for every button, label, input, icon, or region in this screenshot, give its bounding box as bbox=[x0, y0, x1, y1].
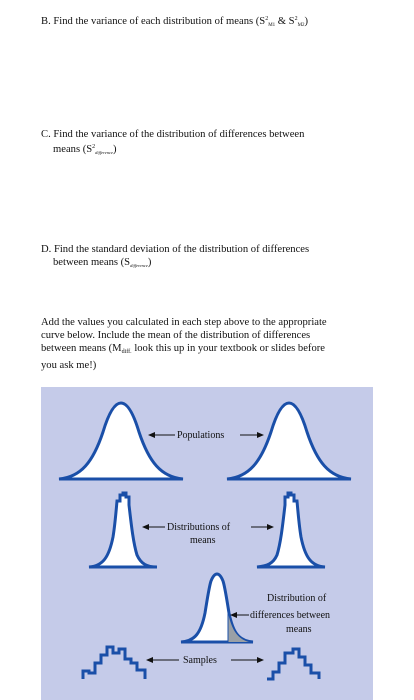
question-d-line1: D. Find the standard deviation of the distribution of differences bbox=[41, 244, 310, 255]
question-d-line2 bbox=[41, 256, 381, 272]
instructions-line1: Add the values you calculated in each step above to the appropriate bbox=[41, 317, 327, 328]
instructions-line4: you ask me!) bbox=[41, 360, 97, 371]
question-c-suffix: ) bbox=[112, 144, 117, 155]
population-curve-left bbox=[59, 403, 183, 479]
differences-label-3: means bbox=[286, 624, 312, 635]
question-c-line2 bbox=[41, 141, 381, 159]
sample-histogram-right bbox=[267, 649, 319, 679]
question-d-line2-prefix: between means (S bbox=[53, 257, 131, 268]
differences-label-2: differences between bbox=[250, 610, 331, 621]
question-b-prefix: B. Find the variance of each distribution of means (S bbox=[41, 16, 266, 27]
question-d-sub: difference bbox=[130, 263, 148, 268]
means-curve-right bbox=[257, 493, 325, 567]
instructions-line3-suffix: look this up in your textbook or slides before bbox=[131, 343, 325, 354]
distributions-label-1: Distributions of bbox=[167, 522, 231, 533]
instructions-line3-prefix: between means (M bbox=[41, 343, 122, 354]
differences-label-1: Distribution of bbox=[267, 593, 327, 604]
population-curve-right bbox=[227, 403, 351, 479]
question-b-sup1: 2 bbox=[265, 16, 269, 22]
question-b-sub2: M2 bbox=[297, 23, 305, 28]
differences-curve bbox=[181, 574, 253, 642]
question-c bbox=[41, 128, 381, 159]
instructions-line3-sub: diff. bbox=[121, 349, 132, 355]
samples-label: Samples bbox=[183, 655, 217, 666]
instructions-line2: curve below. Include the mean of the distribution of differences bbox=[41, 330, 311, 341]
instructions-line3 bbox=[41, 342, 377, 359]
question-d bbox=[41, 243, 381, 272]
distributions-label-2: means bbox=[190, 535, 216, 546]
question-d-suffix: ) bbox=[147, 257, 152, 268]
question-c-line2-prefix: means (S bbox=[53, 144, 93, 155]
question-b-suffix: ) bbox=[304, 16, 309, 27]
question-c-sup: 2 bbox=[92, 144, 96, 150]
sample-histogram-left bbox=[83, 647, 145, 679]
question-b-sup2: 2 bbox=[294, 16, 298, 22]
question-b-sub1: M1 bbox=[268, 23, 276, 28]
question-b bbox=[41, 13, 401, 32]
question-b-amp: & S bbox=[275, 16, 295, 27]
means-curve-left bbox=[89, 493, 157, 567]
question-c-sub: difference bbox=[95, 150, 113, 155]
distribution-diagram bbox=[41, 387, 373, 700]
distribution-figure bbox=[41, 387, 373, 700]
populations-label: Populations bbox=[177, 430, 225, 441]
question-c-line1: C. Find the variance of the distribution of differences between bbox=[41, 129, 305, 140]
instructions bbox=[41, 316, 377, 372]
